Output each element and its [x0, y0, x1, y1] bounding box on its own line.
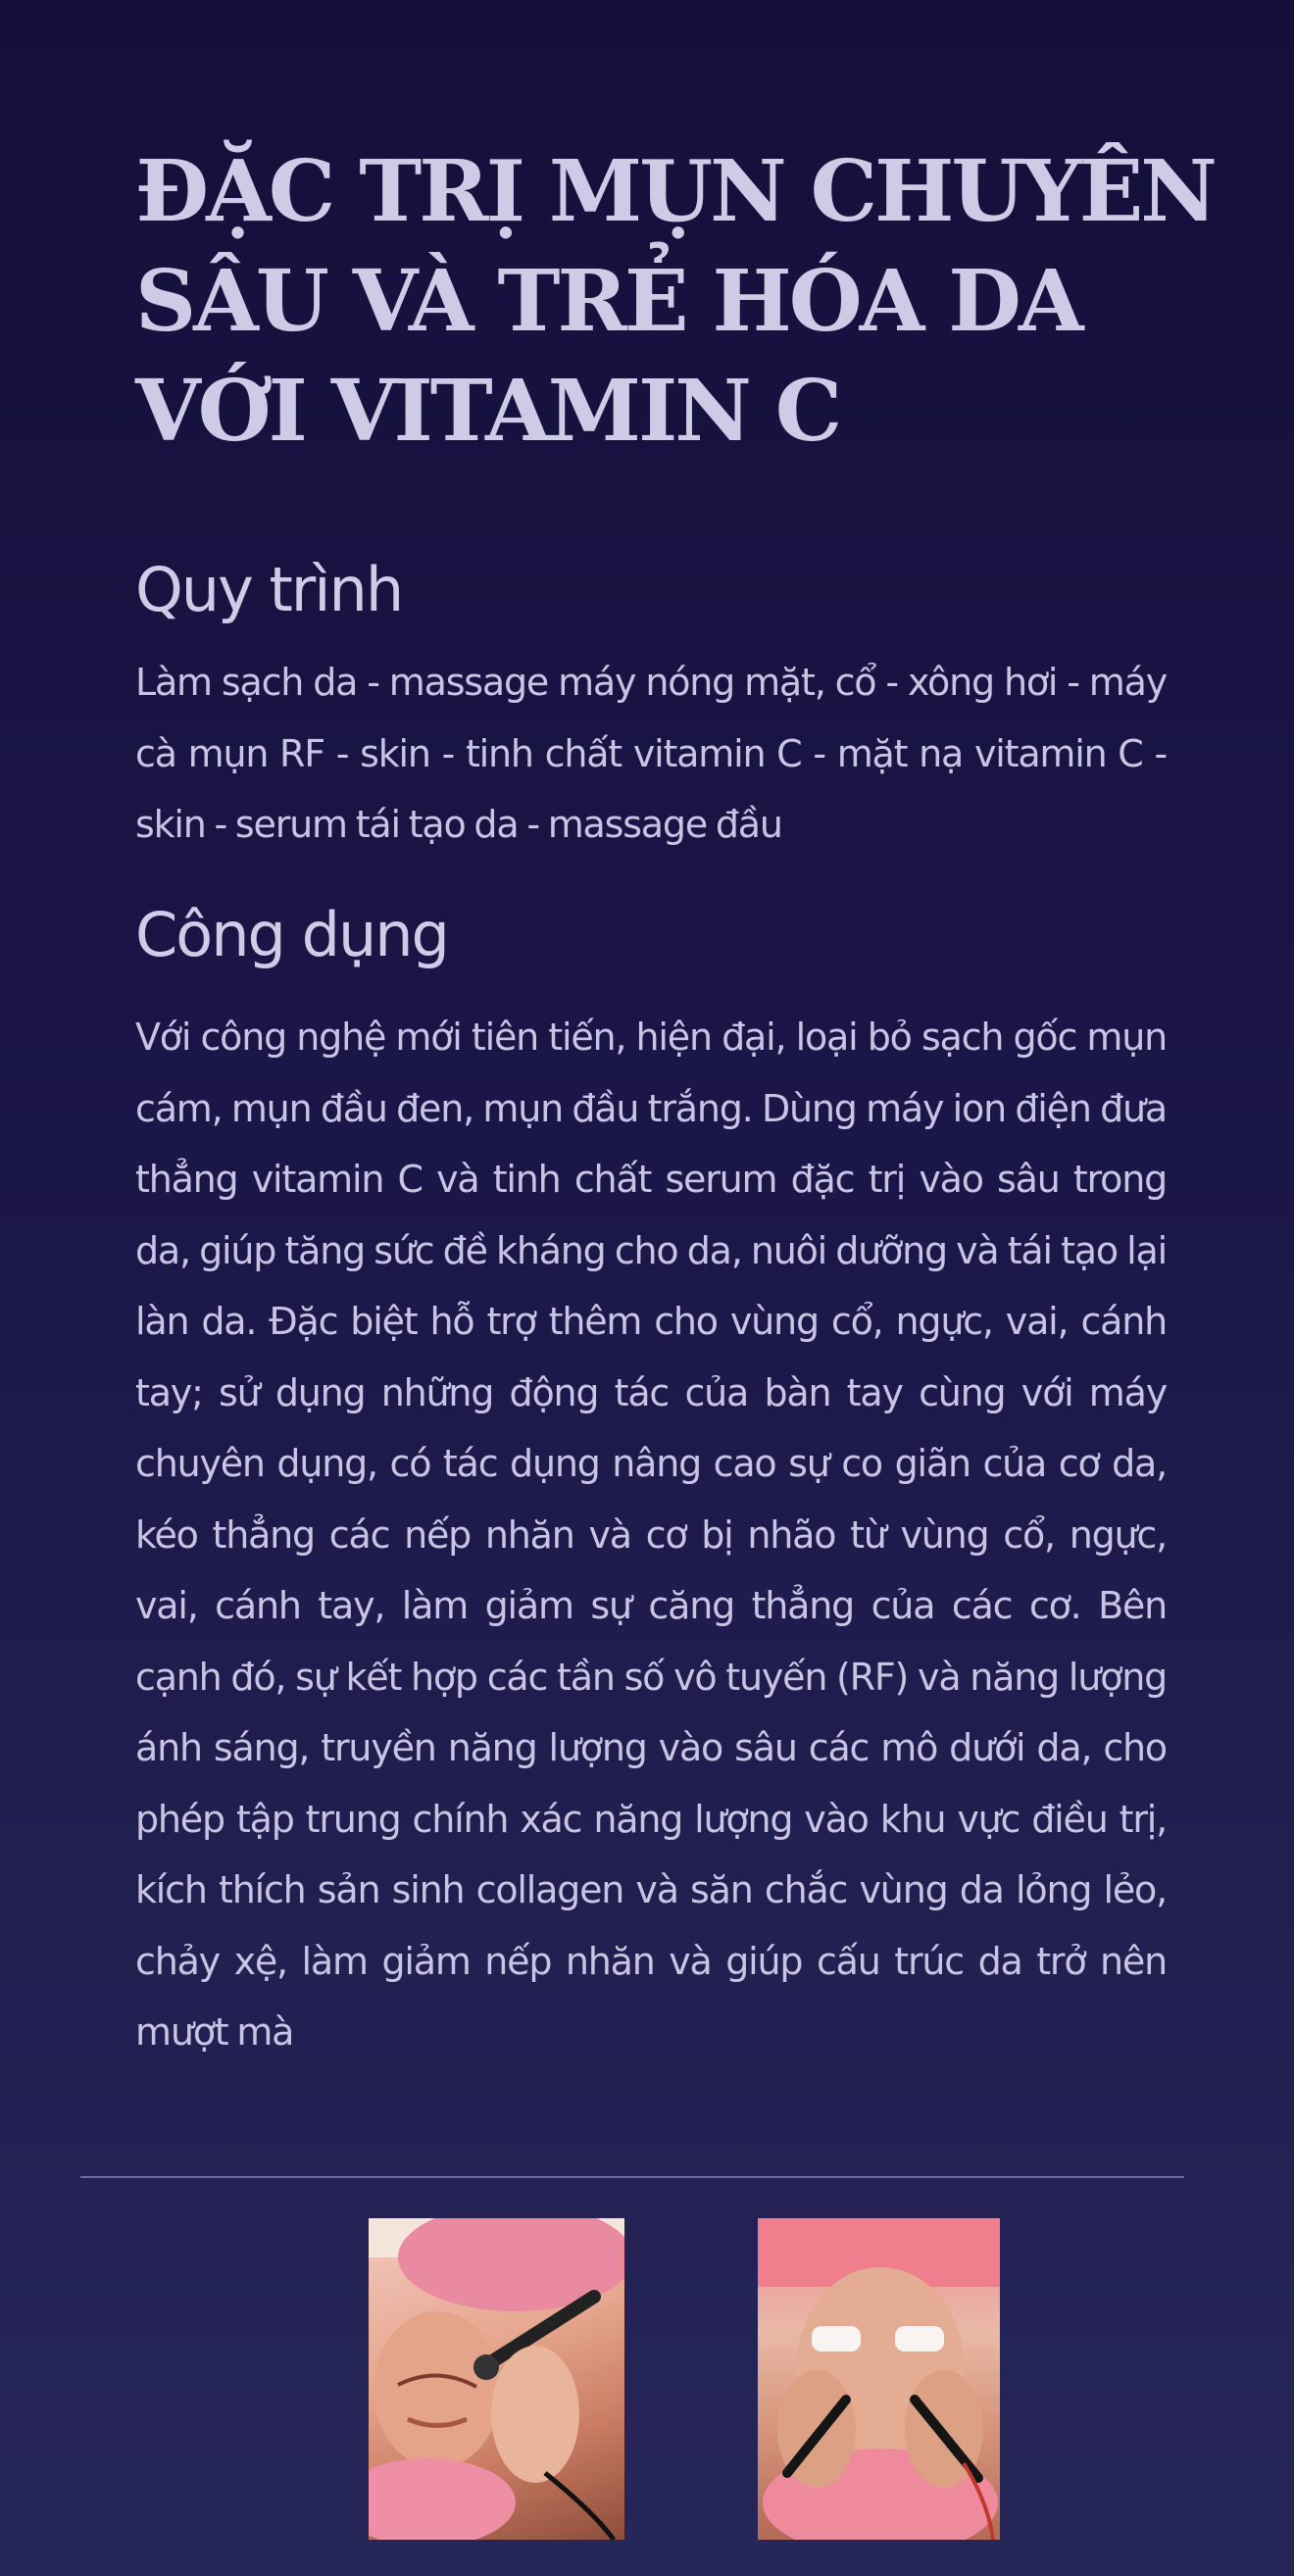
divider	[80, 2176, 1184, 2178]
title-line-2: SÂU VÀ TRẺ HÓA DA	[135, 252, 1081, 351]
treatment-photo-rf-device	[369, 2218, 624, 2540]
uses-text: Với công nghệ mới tiên tiến, hiện đại, loại bỏ sạch gốc mụn cám, mụn đầu đen, mụn đầu trắng. Dùng máy ion điện đưa thẳng vitamin C và tinh chất serum đặc trị vào sâu trong da, giúp tăng sức đề kháng cho da, nuôi dưỡng và tái tạo lại làn da. Đặc biệt hỗ trợ thêm cho vùng cổ, ngực, vai, cánh tay; sử dụng những động tác của bàn tay cùng với máy chuyên dụng, có tác dụng nâng cao sự co giãn của cơ da, kéo thẳng các nếp nhăn và cơ bị nhão từ vùng cổ, ngực, vai, cánh tay, làm giảm sự căng thẳng của các cơ. Bên cạnh đó, sự kết hợp các tần số vô tuyến (RF) và năng lượng ánh sáng, truyền năng lượng vào sâu các mô dưới da, cho phép tập trung chính xác năng lượng vào khu vực điều trị, kích thích sản sinh collagen và săn chắc vùng da lỏng lẻo, chảy xệ, làm giảm nếp nhăn và giúp cấu trúc da trở nên mượt mà	[135, 1016, 1167, 2054]
treatment-photo-rf-device-illustration	[369, 2218, 624, 2540]
title-line-1: ĐẶC TRỊ MỤN CHUYÊN	[135, 142, 1215, 241]
uses-heading: Công dụng	[135, 899, 448, 970]
title-line-3: VỚI VITAMIN C	[135, 362, 840, 461]
treatment-photo-eye-pads	[758, 2218, 1000, 2540]
procedure-heading: Quy trình	[135, 554, 403, 625]
treatment-photo-eye-pads-illustration	[758, 2218, 1000, 2540]
procedure-text: Làm sạch da - massage máy nóng mặt, cổ - xông hơi - máy cà mụn RF - skin - tinh chất vitamin C - mặt nạ vitamin C - skin - serum tái tạo da - massage đầu	[135, 661, 1167, 846]
page-title	[135, 137, 1214, 467]
